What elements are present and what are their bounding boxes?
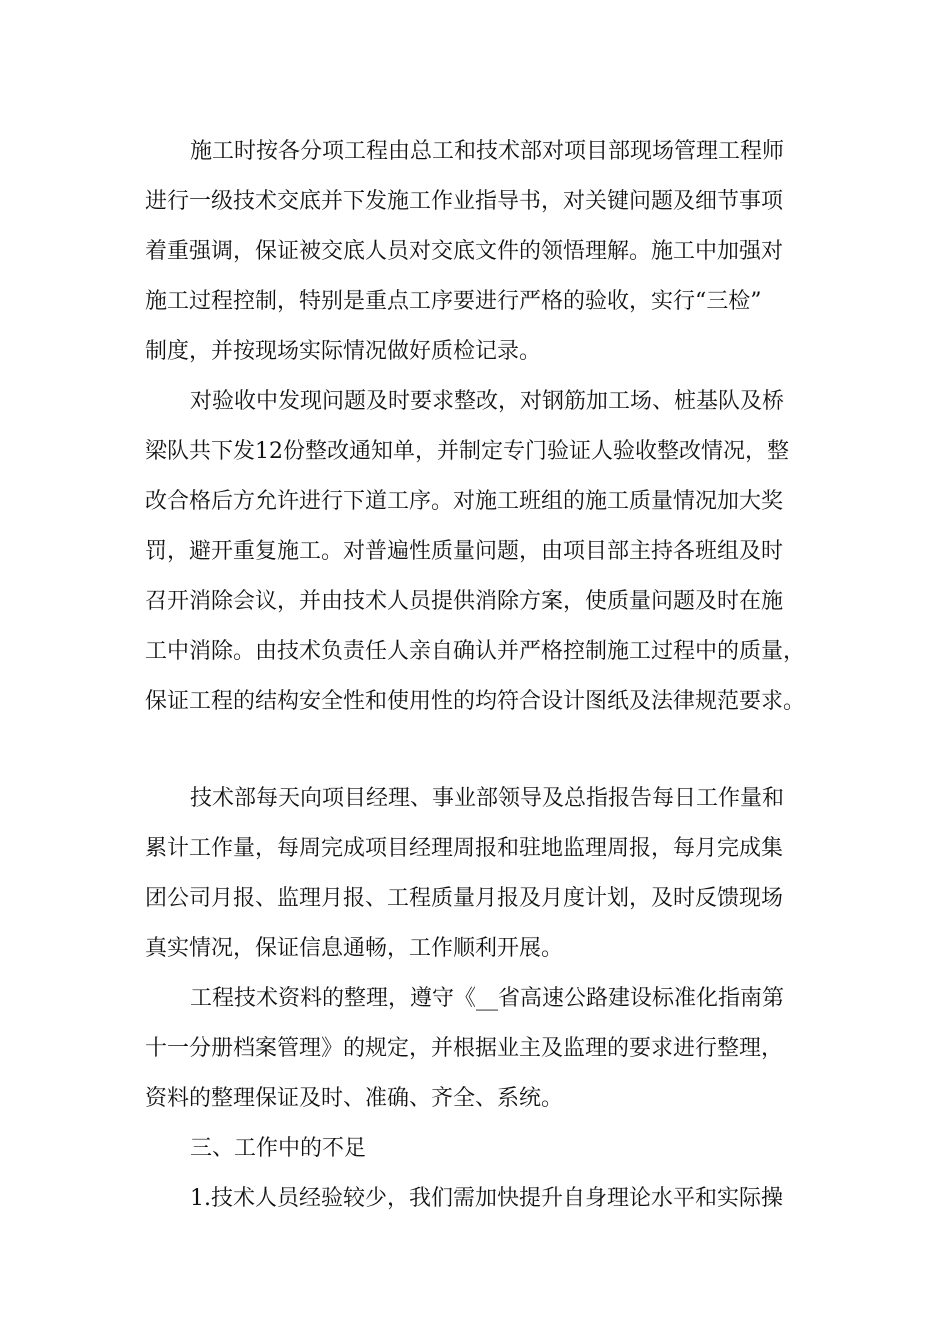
paragraph-4-line-3: 资料的整理保证及时、准确、齐全、系统。 — [145, 1086, 564, 1111]
paragraph-2-line-3: 改合格后方允许进行下道工序。对施工班组的施工质量情况加大奖 — [145, 489, 784, 514]
numbered-item-1-line-1: 1.技术人员经验较少，我们需加快提升自身理论水平和实际操 — [190, 1186, 783, 1211]
paragraph-2-line-7: 保证工程的结构安全性和使用性的均符合设计图纸及法律规范要求。 — [145, 689, 806, 714]
paragraph-4-line-2: 十一分册档案管理》的规定，并根据业主及监理的要求进行整理， — [145, 1036, 784, 1061]
paragraph-2-line-4: 罚，避开重复施工。对普遍性质量问题，由项目部主持各班组及时 — [145, 539, 784, 564]
paragraph-2-line-5: 召开消除会议，并由技术人员提供消除方案，使质量问题及时在施 — [145, 589, 784, 614]
paragraph-2-line-2: 梁队共下发12份整改通知单，并制定专门验证人验收整改情况，整 — [145, 439, 789, 464]
paragraph-1-line-4: 施工过程控制，特别是重点工序要进行严格的验收，实行“三检” — [145, 289, 762, 314]
paragraph-1-line-1: 施工时按各分项工程由总工和技术部对项目部现场管理工程师 — [190, 139, 785, 164]
paragraph-3-line-1: 技术部每天向项目经理、事业部领导及总指报告每日工作量和 — [190, 786, 785, 811]
paragraph-3-line-3: 团公司月报、监理月报、工程质量月报及月度计划，及时反馈现场 — [145, 886, 784, 911]
paragraph-4-line-1: 工程技术资料的整理，遵守《__省高速公路建设标准化指南第 — [190, 986, 785, 1011]
section-heading: 三、工作中的不足 — [190, 1136, 367, 1161]
paragraph-1-line-5: 制度，并按现场实际情况做好质检记录。 — [145, 339, 542, 364]
paragraph-3-line-4: 真实情况，保证信息通畅，工作顺利开展。 — [145, 936, 564, 961]
paragraph-2-line-6: 工中消除。由技术负责任人亲自确认并严格控制施工过程中的质量， — [145, 639, 806, 664]
paragraph-2-line-1: 对验收中发现问题及时要求整改，对钢筋加工场、桩基队及桥 — [190, 389, 785, 414]
paragraph-1-line-2: 进行一级技术交底并下发施工作业指导书，对关键问题及细节事项 — [145, 189, 784, 214]
paragraph-3-line-2: 累计工作量，每周完成项目经理周报和驻地监理周报，每月完成集 — [145, 836, 784, 861]
paragraph-1-line-3: 着重强调，保证被交底人员对交底文件的领悟理解。施工中加强对 — [145, 239, 784, 264]
